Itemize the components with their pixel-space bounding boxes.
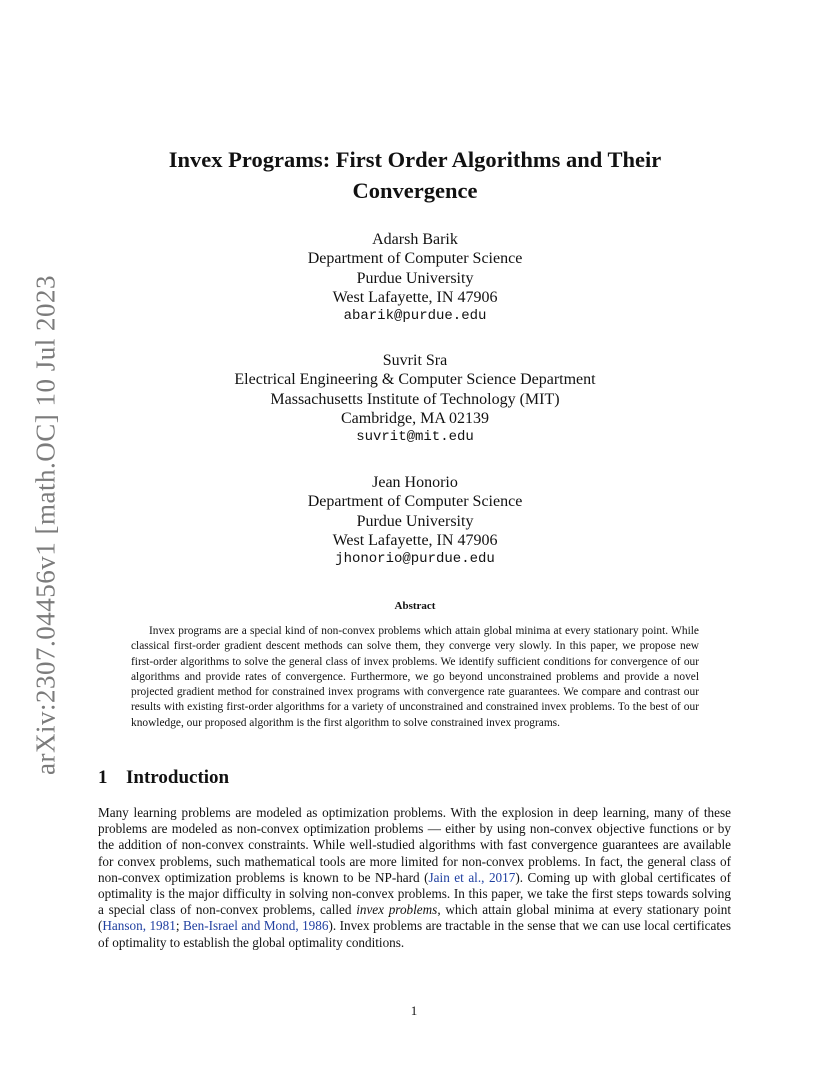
- author-institution: Purdue University: [356, 269, 474, 287]
- citation-link[interactable]: Ben-Israel and Mond, 1986: [182, 918, 329, 934]
- citation-link[interactable]: Hanson, 1981: [102, 918, 176, 934]
- author-address: Cambridge, MA 02139: [341, 409, 489, 427]
- introduction-paragraph: [98, 805, 731, 951]
- author-block-2: [100, 351, 730, 447]
- author-block-1: [100, 230, 730, 326]
- intro-text-2: ). Coming up with global certificates of optimality is the major difficulty in solving non-convex problems. In this paper, we take the first steps towards solving a special class of non-convex problems, called: [98, 869, 731, 918]
- citation-link[interactable]: Jain et al., 2017: [428, 869, 516, 885]
- author-block-3: [100, 473, 730, 569]
- arxiv-identifier-stamp: arXiv:2307.04456v1 [math.OC] 10 Jul 2023: [30, 275, 61, 775]
- citation-separator: ;: [175, 918, 183, 934]
- abstract-text: Invex programs are a special kind of non-convex problems which attain global minima at every stationary point. While classical first-order gradient descent methods can solve them, they converge very slowly. In this paper, we propose new first-order algorithms to solve the general class of invex problems. We identify sufficient conditions for convergence of our algorithms and provide rates of convergence. Furthermore, we go beyond unconstrained problems and provide a novel projected gradient method for constrained invex programs with convergence rate guarantees. We compare and contrast our results with existing first-order algorithms for a variety of unconstrained and constrained invex problems. To the best of our knowledge, our proposed algorithm is the first algorithm to solve constrained invex programs.: [131, 625, 699, 729]
- author-institution: Massachusetts Institute of Technology (MIT): [270, 390, 560, 408]
- emphasized-term: invex problems: [356, 902, 438, 918]
- paper-title-line-1: Invex Programs: First Order Algorithms and Their: [168, 147, 662, 172]
- author-department: Department of Computer Science: [307, 493, 523, 511]
- intro-text-1: Many learning problems are modeled as optimization problems. With the explosion in deep learning, many of these problems are modeled as non-convex optimization problems — either by using non-convex objective functions or by the addition of non-convex constraints. While well-studied algorithms with fast convergence guarantees are available for convex problems, such mathematical tools are more limited for non-convex problems. In fact, the general class of non-convex optimization problems is known to be NP-hard (: [98, 805, 731, 885]
- author-institution: Purdue University: [356, 512, 474, 530]
- intro-text-4: ). Invex problems are tractable in the sense that we can use local certificates of optimality to establish the global optimality conditions.: [98, 918, 732, 950]
- page-number: 1: [410, 1003, 418, 1018]
- author-address: West Lafayette, IN 47906: [332, 531, 498, 549]
- author-address: West Lafayette, IN 47906: [332, 288, 498, 306]
- section-number: 1: [98, 767, 108, 788]
- author-department: Department of Computer Science: [307, 250, 523, 268]
- author-email[interactable]: jhonorio@purdue.edu: [335, 551, 495, 568]
- author-name: Adarsh Barik: [372, 231, 458, 248]
- intro-text-3: , which attain global minima at every stationary point (: [98, 902, 732, 934]
- paper-title-line-2: Convergence: [352, 178, 478, 203]
- section-title: Introduction: [126, 767, 230, 788]
- author-email[interactable]: suvrit@mit.edu: [356, 429, 474, 446]
- paper-title: [100, 144, 730, 206]
- abstract-heading: Abstract: [394, 600, 436, 612]
- author-name: Jean Honorio: [372, 474, 458, 491]
- author-name: Suvrit Sra: [382, 352, 448, 369]
- author-department: Electrical Engineering & Computer Science Department: [234, 371, 596, 389]
- section-heading: [98, 767, 229, 789]
- author-email[interactable]: abarik@purdue.edu: [343, 308, 487, 325]
